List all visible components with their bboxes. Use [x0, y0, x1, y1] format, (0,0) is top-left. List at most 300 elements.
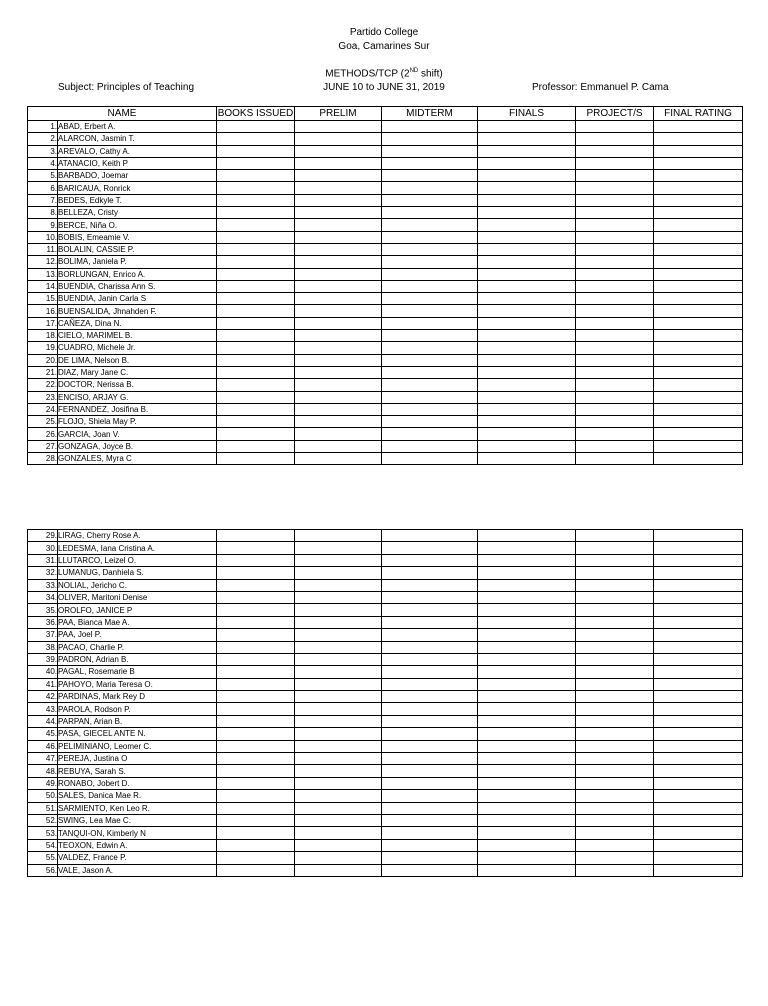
- books-issued-cell[interactable]: [217, 391, 295, 403]
- projects-cell[interactable]: [576, 453, 654, 465]
- final-rating-cell[interactable]: [654, 133, 743, 145]
- midterm-cell[interactable]: [382, 416, 478, 428]
- midterm-cell[interactable]: [382, 691, 478, 703]
- prelim-cell[interactable]: [295, 440, 382, 452]
- prelim-cell[interactable]: [295, 219, 382, 231]
- projects-cell[interactable]: [576, 591, 654, 603]
- final-rating-cell[interactable]: [654, 231, 743, 243]
- final-rating-cell[interactable]: [654, 790, 743, 802]
- midterm-cell[interactable]: [382, 703, 478, 715]
- projects-cell[interactable]: [576, 428, 654, 440]
- projects-cell[interactable]: [576, 219, 654, 231]
- prelim-cell[interactable]: [295, 428, 382, 440]
- midterm-cell[interactable]: [382, 567, 478, 579]
- final-rating-cell[interactable]: [654, 864, 743, 876]
- midterm-cell[interactable]: [382, 827, 478, 839]
- finals-cell[interactable]: [478, 182, 576, 194]
- final-rating-cell[interactable]: [654, 765, 743, 777]
- midterm-cell[interactable]: [382, 157, 478, 169]
- finals-cell[interactable]: [478, 728, 576, 740]
- projects-cell[interactable]: [576, 243, 654, 255]
- final-rating-cell[interactable]: [654, 354, 743, 366]
- final-rating-cell[interactable]: [654, 428, 743, 440]
- books-issued-cell[interactable]: [217, 715, 295, 727]
- finals-cell[interactable]: [478, 342, 576, 354]
- projects-cell[interactable]: [576, 740, 654, 752]
- finals-cell[interactable]: [478, 814, 576, 826]
- midterm-cell[interactable]: [382, 839, 478, 851]
- prelim-cell[interactable]: [295, 554, 382, 566]
- midterm-cell[interactable]: [382, 366, 478, 378]
- prelim-cell[interactable]: [295, 416, 382, 428]
- midterm-cell[interactable]: [382, 280, 478, 292]
- prelim-cell[interactable]: [295, 691, 382, 703]
- projects-cell[interactable]: [576, 157, 654, 169]
- midterm-cell[interactable]: [382, 790, 478, 802]
- prelim-cell[interactable]: [295, 330, 382, 342]
- final-rating-cell[interactable]: [654, 182, 743, 194]
- final-rating-cell[interactable]: [654, 403, 743, 415]
- projects-cell[interactable]: [576, 765, 654, 777]
- final-rating-cell[interactable]: [654, 814, 743, 826]
- prelim-cell[interactable]: [295, 293, 382, 305]
- finals-cell[interactable]: [478, 839, 576, 851]
- final-rating-cell[interactable]: [654, 157, 743, 169]
- final-rating-cell[interactable]: [654, 604, 743, 616]
- projects-cell[interactable]: [576, 839, 654, 851]
- books-issued-cell[interactable]: [217, 579, 295, 591]
- projects-cell[interactable]: [576, 133, 654, 145]
- prelim-cell[interactable]: [295, 678, 382, 690]
- midterm-cell[interactable]: [382, 330, 478, 342]
- finals-cell[interactable]: [478, 170, 576, 182]
- midterm-cell[interactable]: [382, 740, 478, 752]
- books-issued-cell[interactable]: [217, 416, 295, 428]
- midterm-cell[interactable]: [382, 814, 478, 826]
- prelim-cell[interactable]: [295, 616, 382, 628]
- finals-cell[interactable]: [478, 753, 576, 765]
- finals-cell[interactable]: [478, 579, 576, 591]
- prelim-cell[interactable]: [295, 641, 382, 653]
- prelim-cell[interactable]: [295, 133, 382, 145]
- midterm-cell[interactable]: [382, 243, 478, 255]
- prelim-cell[interactable]: [295, 342, 382, 354]
- books-issued-cell[interactable]: [217, 653, 295, 665]
- prelim-cell[interactable]: [295, 182, 382, 194]
- prelim-cell[interactable]: [295, 231, 382, 243]
- books-issued-cell[interactable]: [217, 342, 295, 354]
- books-issued-cell[interactable]: [217, 268, 295, 280]
- final-rating-cell[interactable]: [654, 802, 743, 814]
- midterm-cell[interactable]: [382, 802, 478, 814]
- prelim-cell[interactable]: [295, 765, 382, 777]
- prelim-cell[interactable]: [295, 379, 382, 391]
- books-issued-cell[interactable]: [217, 145, 295, 157]
- prelim-cell[interactable]: [295, 715, 382, 727]
- midterm-cell[interactable]: [382, 864, 478, 876]
- projects-cell[interactable]: [576, 691, 654, 703]
- books-issued-cell[interactable]: [217, 428, 295, 440]
- midterm-cell[interactable]: [382, 440, 478, 452]
- finals-cell[interactable]: [478, 416, 576, 428]
- projects-cell[interactable]: [576, 802, 654, 814]
- books-issued-cell[interactable]: [217, 231, 295, 243]
- prelim-cell[interactable]: [295, 604, 382, 616]
- finals-cell[interactable]: [478, 567, 576, 579]
- projects-cell[interactable]: [576, 403, 654, 415]
- midterm-cell[interactable]: [382, 591, 478, 603]
- final-rating-cell[interactable]: [654, 728, 743, 740]
- finals-cell[interactable]: [478, 133, 576, 145]
- final-rating-cell[interactable]: [654, 852, 743, 864]
- books-issued-cell[interactable]: [217, 864, 295, 876]
- projects-cell[interactable]: [576, 121, 654, 133]
- finals-cell[interactable]: [478, 354, 576, 366]
- books-issued-cell[interactable]: [217, 293, 295, 305]
- finals-cell[interactable]: [478, 157, 576, 169]
- final-rating-cell[interactable]: [654, 121, 743, 133]
- finals-cell[interactable]: [478, 293, 576, 305]
- final-rating-cell[interactable]: [654, 753, 743, 765]
- projects-cell[interactable]: [576, 366, 654, 378]
- prelim-cell[interactable]: [295, 280, 382, 292]
- projects-cell[interactable]: [576, 440, 654, 452]
- final-rating-cell[interactable]: [654, 666, 743, 678]
- projects-cell[interactable]: [576, 170, 654, 182]
- prelim-cell[interactable]: [295, 121, 382, 133]
- projects-cell[interactable]: [576, 194, 654, 206]
- final-rating-cell[interactable]: [654, 379, 743, 391]
- books-issued-cell[interactable]: [217, 354, 295, 366]
- finals-cell[interactable]: [478, 604, 576, 616]
- projects-cell[interactable]: [576, 145, 654, 157]
- prelim-cell[interactable]: [295, 790, 382, 802]
- projects-cell[interactable]: [576, 629, 654, 641]
- projects-cell[interactable]: [576, 542, 654, 554]
- midterm-cell[interactable]: [382, 753, 478, 765]
- finals-cell[interactable]: [478, 256, 576, 268]
- books-issued-cell[interactable]: [217, 703, 295, 715]
- books-issued-cell[interactable]: [217, 530, 295, 542]
- projects-cell[interactable]: [576, 604, 654, 616]
- finals-cell[interactable]: [478, 616, 576, 628]
- midterm-cell[interactable]: [382, 678, 478, 690]
- midterm-cell[interactable]: [382, 391, 478, 403]
- prelim-cell[interactable]: [295, 728, 382, 740]
- final-rating-cell[interactable]: [654, 777, 743, 789]
- midterm-cell[interactable]: [382, 231, 478, 243]
- books-issued-cell[interactable]: [217, 219, 295, 231]
- finals-cell[interactable]: [478, 765, 576, 777]
- books-issued-cell[interactable]: [217, 170, 295, 182]
- final-rating-cell[interactable]: [654, 243, 743, 255]
- projects-cell[interactable]: [576, 280, 654, 292]
- midterm-cell[interactable]: [382, 219, 478, 231]
- projects-cell[interactable]: [576, 567, 654, 579]
- final-rating-cell[interactable]: [654, 554, 743, 566]
- prelim-cell[interactable]: [295, 703, 382, 715]
- final-rating-cell[interactable]: [654, 839, 743, 851]
- finals-cell[interactable]: [478, 194, 576, 206]
- final-rating-cell[interactable]: [654, 268, 743, 280]
- final-rating-cell[interactable]: [654, 219, 743, 231]
- books-issued-cell[interactable]: [217, 691, 295, 703]
- midterm-cell[interactable]: [382, 194, 478, 206]
- books-issued-cell[interactable]: [217, 728, 295, 740]
- finals-cell[interactable]: [478, 453, 576, 465]
- midterm-cell[interactable]: [382, 530, 478, 542]
- final-rating-cell[interactable]: [654, 715, 743, 727]
- midterm-cell[interactable]: [382, 728, 478, 740]
- midterm-cell[interactable]: [382, 403, 478, 415]
- final-rating-cell[interactable]: [654, 145, 743, 157]
- projects-cell[interactable]: [576, 777, 654, 789]
- books-issued-cell[interactable]: [217, 790, 295, 802]
- midterm-cell[interactable]: [382, 342, 478, 354]
- projects-cell[interactable]: [576, 814, 654, 826]
- final-rating-cell[interactable]: [654, 591, 743, 603]
- projects-cell[interactable]: [576, 653, 654, 665]
- finals-cell[interactable]: [478, 864, 576, 876]
- projects-cell[interactable]: [576, 852, 654, 864]
- midterm-cell[interactable]: [382, 542, 478, 554]
- prelim-cell[interactable]: [295, 629, 382, 641]
- final-rating-cell[interactable]: [654, 170, 743, 182]
- finals-cell[interactable]: [478, 530, 576, 542]
- prelim-cell[interactable]: [295, 157, 382, 169]
- prelim-cell[interactable]: [295, 666, 382, 678]
- final-rating-cell[interactable]: [654, 629, 743, 641]
- finals-cell[interactable]: [478, 379, 576, 391]
- finals-cell[interactable]: [478, 691, 576, 703]
- projects-cell[interactable]: [576, 342, 654, 354]
- final-rating-cell[interactable]: [654, 416, 743, 428]
- midterm-cell[interactable]: [382, 207, 478, 219]
- books-issued-cell[interactable]: [217, 666, 295, 678]
- prelim-cell[interactable]: [295, 256, 382, 268]
- finals-cell[interactable]: [478, 641, 576, 653]
- finals-cell[interactable]: [478, 542, 576, 554]
- books-issued-cell[interactable]: [217, 157, 295, 169]
- prelim-cell[interactable]: [295, 777, 382, 789]
- prelim-cell[interactable]: [295, 391, 382, 403]
- books-issued-cell[interactable]: [217, 641, 295, 653]
- final-rating-cell[interactable]: [654, 194, 743, 206]
- finals-cell[interactable]: [478, 391, 576, 403]
- prelim-cell[interactable]: [295, 354, 382, 366]
- final-rating-cell[interactable]: [654, 616, 743, 628]
- projects-cell[interactable]: [576, 391, 654, 403]
- finals-cell[interactable]: [478, 790, 576, 802]
- projects-cell[interactable]: [576, 753, 654, 765]
- midterm-cell[interactable]: [382, 317, 478, 329]
- books-issued-cell[interactable]: [217, 802, 295, 814]
- finals-cell[interactable]: [478, 207, 576, 219]
- prelim-cell[interactable]: [295, 145, 382, 157]
- projects-cell[interactable]: [576, 330, 654, 342]
- midterm-cell[interactable]: [382, 133, 478, 145]
- midterm-cell[interactable]: [382, 554, 478, 566]
- projects-cell[interactable]: [576, 864, 654, 876]
- prelim-cell[interactable]: [295, 170, 382, 182]
- books-issued-cell[interactable]: [217, 305, 295, 317]
- final-rating-cell[interactable]: [654, 293, 743, 305]
- finals-cell[interactable]: [478, 305, 576, 317]
- prelim-cell[interactable]: [295, 530, 382, 542]
- prelim-cell[interactable]: [295, 366, 382, 378]
- books-issued-cell[interactable]: [217, 765, 295, 777]
- projects-cell[interactable]: [576, 715, 654, 727]
- final-rating-cell[interactable]: [654, 453, 743, 465]
- books-issued-cell[interactable]: [217, 403, 295, 415]
- midterm-cell[interactable]: [382, 765, 478, 777]
- projects-cell[interactable]: [576, 231, 654, 243]
- prelim-cell[interactable]: [295, 542, 382, 554]
- finals-cell[interactable]: [478, 703, 576, 715]
- prelim-cell[interactable]: [295, 453, 382, 465]
- finals-cell[interactable]: [478, 740, 576, 752]
- books-issued-cell[interactable]: [217, 604, 295, 616]
- projects-cell[interactable]: [576, 182, 654, 194]
- finals-cell[interactable]: [478, 280, 576, 292]
- midterm-cell[interactable]: [382, 616, 478, 628]
- midterm-cell[interactable]: [382, 428, 478, 440]
- books-issued-cell[interactable]: [217, 678, 295, 690]
- prelim-cell[interactable]: [295, 802, 382, 814]
- midterm-cell[interactable]: [382, 777, 478, 789]
- projects-cell[interactable]: [576, 579, 654, 591]
- finals-cell[interactable]: [478, 653, 576, 665]
- final-rating-cell[interactable]: [654, 207, 743, 219]
- final-rating-cell[interactable]: [654, 691, 743, 703]
- books-issued-cell[interactable]: [217, 440, 295, 452]
- midterm-cell[interactable]: [382, 715, 478, 727]
- midterm-cell[interactable]: [382, 182, 478, 194]
- books-issued-cell[interactable]: [217, 591, 295, 603]
- projects-cell[interactable]: [576, 268, 654, 280]
- final-rating-cell[interactable]: [654, 391, 743, 403]
- projects-cell[interactable]: [576, 728, 654, 740]
- final-rating-cell[interactable]: [654, 366, 743, 378]
- final-rating-cell[interactable]: [654, 530, 743, 542]
- projects-cell[interactable]: [576, 317, 654, 329]
- projects-cell[interactable]: [576, 416, 654, 428]
- midterm-cell[interactable]: [382, 268, 478, 280]
- midterm-cell[interactable]: [382, 379, 478, 391]
- final-rating-cell[interactable]: [654, 703, 743, 715]
- books-issued-cell[interactable]: [217, 121, 295, 133]
- final-rating-cell[interactable]: [654, 653, 743, 665]
- books-issued-cell[interactable]: [217, 243, 295, 255]
- prelim-cell[interactable]: [295, 852, 382, 864]
- finals-cell[interactable]: [478, 827, 576, 839]
- midterm-cell[interactable]: [382, 641, 478, 653]
- finals-cell[interactable]: [478, 268, 576, 280]
- final-rating-cell[interactable]: [654, 280, 743, 292]
- books-issued-cell[interactable]: [217, 629, 295, 641]
- final-rating-cell[interactable]: [654, 317, 743, 329]
- projects-cell[interactable]: [576, 554, 654, 566]
- books-issued-cell[interactable]: [217, 317, 295, 329]
- midterm-cell[interactable]: [382, 579, 478, 591]
- prelim-cell[interactable]: [295, 317, 382, 329]
- prelim-cell[interactable]: [295, 591, 382, 603]
- projects-cell[interactable]: [576, 530, 654, 542]
- midterm-cell[interactable]: [382, 453, 478, 465]
- midterm-cell[interactable]: [382, 604, 478, 616]
- books-issued-cell[interactable]: [217, 194, 295, 206]
- finals-cell[interactable]: [478, 777, 576, 789]
- final-rating-cell[interactable]: [654, 567, 743, 579]
- projects-cell[interactable]: [576, 616, 654, 628]
- midterm-cell[interactable]: [382, 852, 478, 864]
- finals-cell[interactable]: [478, 802, 576, 814]
- books-issued-cell[interactable]: [217, 827, 295, 839]
- finals-cell[interactable]: [478, 219, 576, 231]
- finals-cell[interactable]: [478, 554, 576, 566]
- final-rating-cell[interactable]: [654, 330, 743, 342]
- projects-cell[interactable]: [576, 827, 654, 839]
- prelim-cell[interactable]: [295, 814, 382, 826]
- finals-cell[interactable]: [478, 145, 576, 157]
- prelim-cell[interactable]: [295, 839, 382, 851]
- projects-cell[interactable]: [576, 641, 654, 653]
- finals-cell[interactable]: [478, 317, 576, 329]
- books-issued-cell[interactable]: [217, 814, 295, 826]
- midterm-cell[interactable]: [382, 145, 478, 157]
- books-issued-cell[interactable]: [217, 133, 295, 145]
- final-rating-cell[interactable]: [654, 641, 743, 653]
- prelim-cell[interactable]: [295, 740, 382, 752]
- final-rating-cell[interactable]: [654, 305, 743, 317]
- midterm-cell[interactable]: [382, 666, 478, 678]
- midterm-cell[interactable]: [382, 170, 478, 182]
- prelim-cell[interactable]: [295, 305, 382, 317]
- prelim-cell[interactable]: [295, 753, 382, 765]
- midterm-cell[interactable]: [382, 256, 478, 268]
- final-rating-cell[interactable]: [654, 256, 743, 268]
- final-rating-cell[interactable]: [654, 678, 743, 690]
- books-issued-cell[interactable]: [217, 330, 295, 342]
- prelim-cell[interactable]: [295, 207, 382, 219]
- projects-cell[interactable]: [576, 305, 654, 317]
- finals-cell[interactable]: [478, 666, 576, 678]
- books-issued-cell[interactable]: [217, 542, 295, 554]
- final-rating-cell[interactable]: [654, 542, 743, 554]
- books-issued-cell[interactable]: [217, 453, 295, 465]
- books-issued-cell[interactable]: [217, 280, 295, 292]
- finals-cell[interactable]: [478, 629, 576, 641]
- prelim-cell[interactable]: [295, 567, 382, 579]
- projects-cell[interactable]: [576, 666, 654, 678]
- finals-cell[interactable]: [478, 591, 576, 603]
- prelim-cell[interactable]: [295, 268, 382, 280]
- final-rating-cell[interactable]: [654, 440, 743, 452]
- midterm-cell[interactable]: [382, 653, 478, 665]
- projects-cell[interactable]: [576, 790, 654, 802]
- finals-cell[interactable]: [478, 715, 576, 727]
- projects-cell[interactable]: [576, 354, 654, 366]
- projects-cell[interactable]: [576, 703, 654, 715]
- projects-cell[interactable]: [576, 678, 654, 690]
- prelim-cell[interactable]: [295, 194, 382, 206]
- books-issued-cell[interactable]: [217, 839, 295, 851]
- prelim-cell[interactable]: [295, 579, 382, 591]
- prelim-cell[interactable]: [295, 653, 382, 665]
- finals-cell[interactable]: [478, 231, 576, 243]
- prelim-cell[interactable]: [295, 243, 382, 255]
- midterm-cell[interactable]: [382, 354, 478, 366]
